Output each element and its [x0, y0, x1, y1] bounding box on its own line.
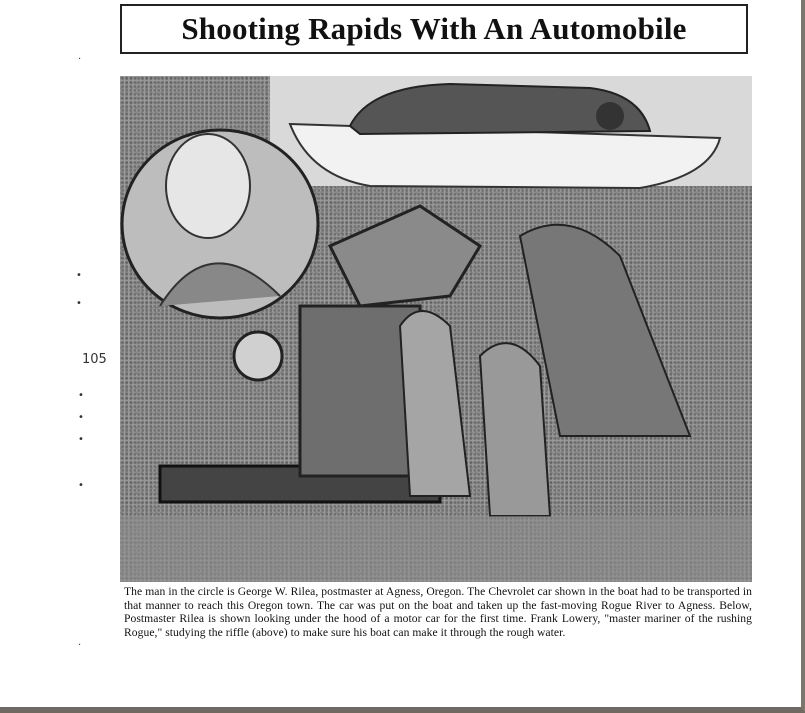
- margin-dot: ·: [78, 54, 82, 65]
- headline-box: [120, 4, 748, 54]
- photo-illustration: [120, 76, 752, 582]
- postmaster-figure: [520, 225, 690, 436]
- news-photo: [120, 76, 752, 582]
- margin-dot: •: [76, 270, 82, 281]
- car-headlight: [234, 332, 282, 380]
- margin-number: 105: [82, 352, 107, 367]
- margin-dot: ·: [78, 640, 82, 651]
- margin-dot: •: [76, 298, 82, 309]
- ground: [120, 516, 752, 582]
- margin-marks: [74, 40, 107, 680]
- man-figure: [400, 311, 470, 496]
- margin-dot: •: [78, 390, 84, 401]
- car-hood-open: [330, 206, 480, 306]
- portrait-face: [166, 134, 250, 238]
- headline: Shooting Rapids With An Automobile: [181, 11, 687, 46]
- boatman-figure: [596, 102, 624, 130]
- margin-dot: •: [78, 480, 84, 491]
- photo-caption: The man in the circle is George W. Rilea, postmaster at Agness, Oregon. The Chevrolet car shown in the boat had to be transported in that manner to reach this Oregon town. The car was put on the boat and taken up the fast-moving Rogue River to Agness. Below, Postmaster Rilea is shown looking under the hood of a motor car for the first time. Frank Lowery, "master mariner of the rushing Rogue," studying the riffle (above) to make sure his boat can make it through the rough water.: [124, 585, 752, 639]
- margin-dot: •: [78, 412, 84, 423]
- man-figure-second: [480, 343, 550, 516]
- margin-dot: •: [78, 434, 84, 445]
